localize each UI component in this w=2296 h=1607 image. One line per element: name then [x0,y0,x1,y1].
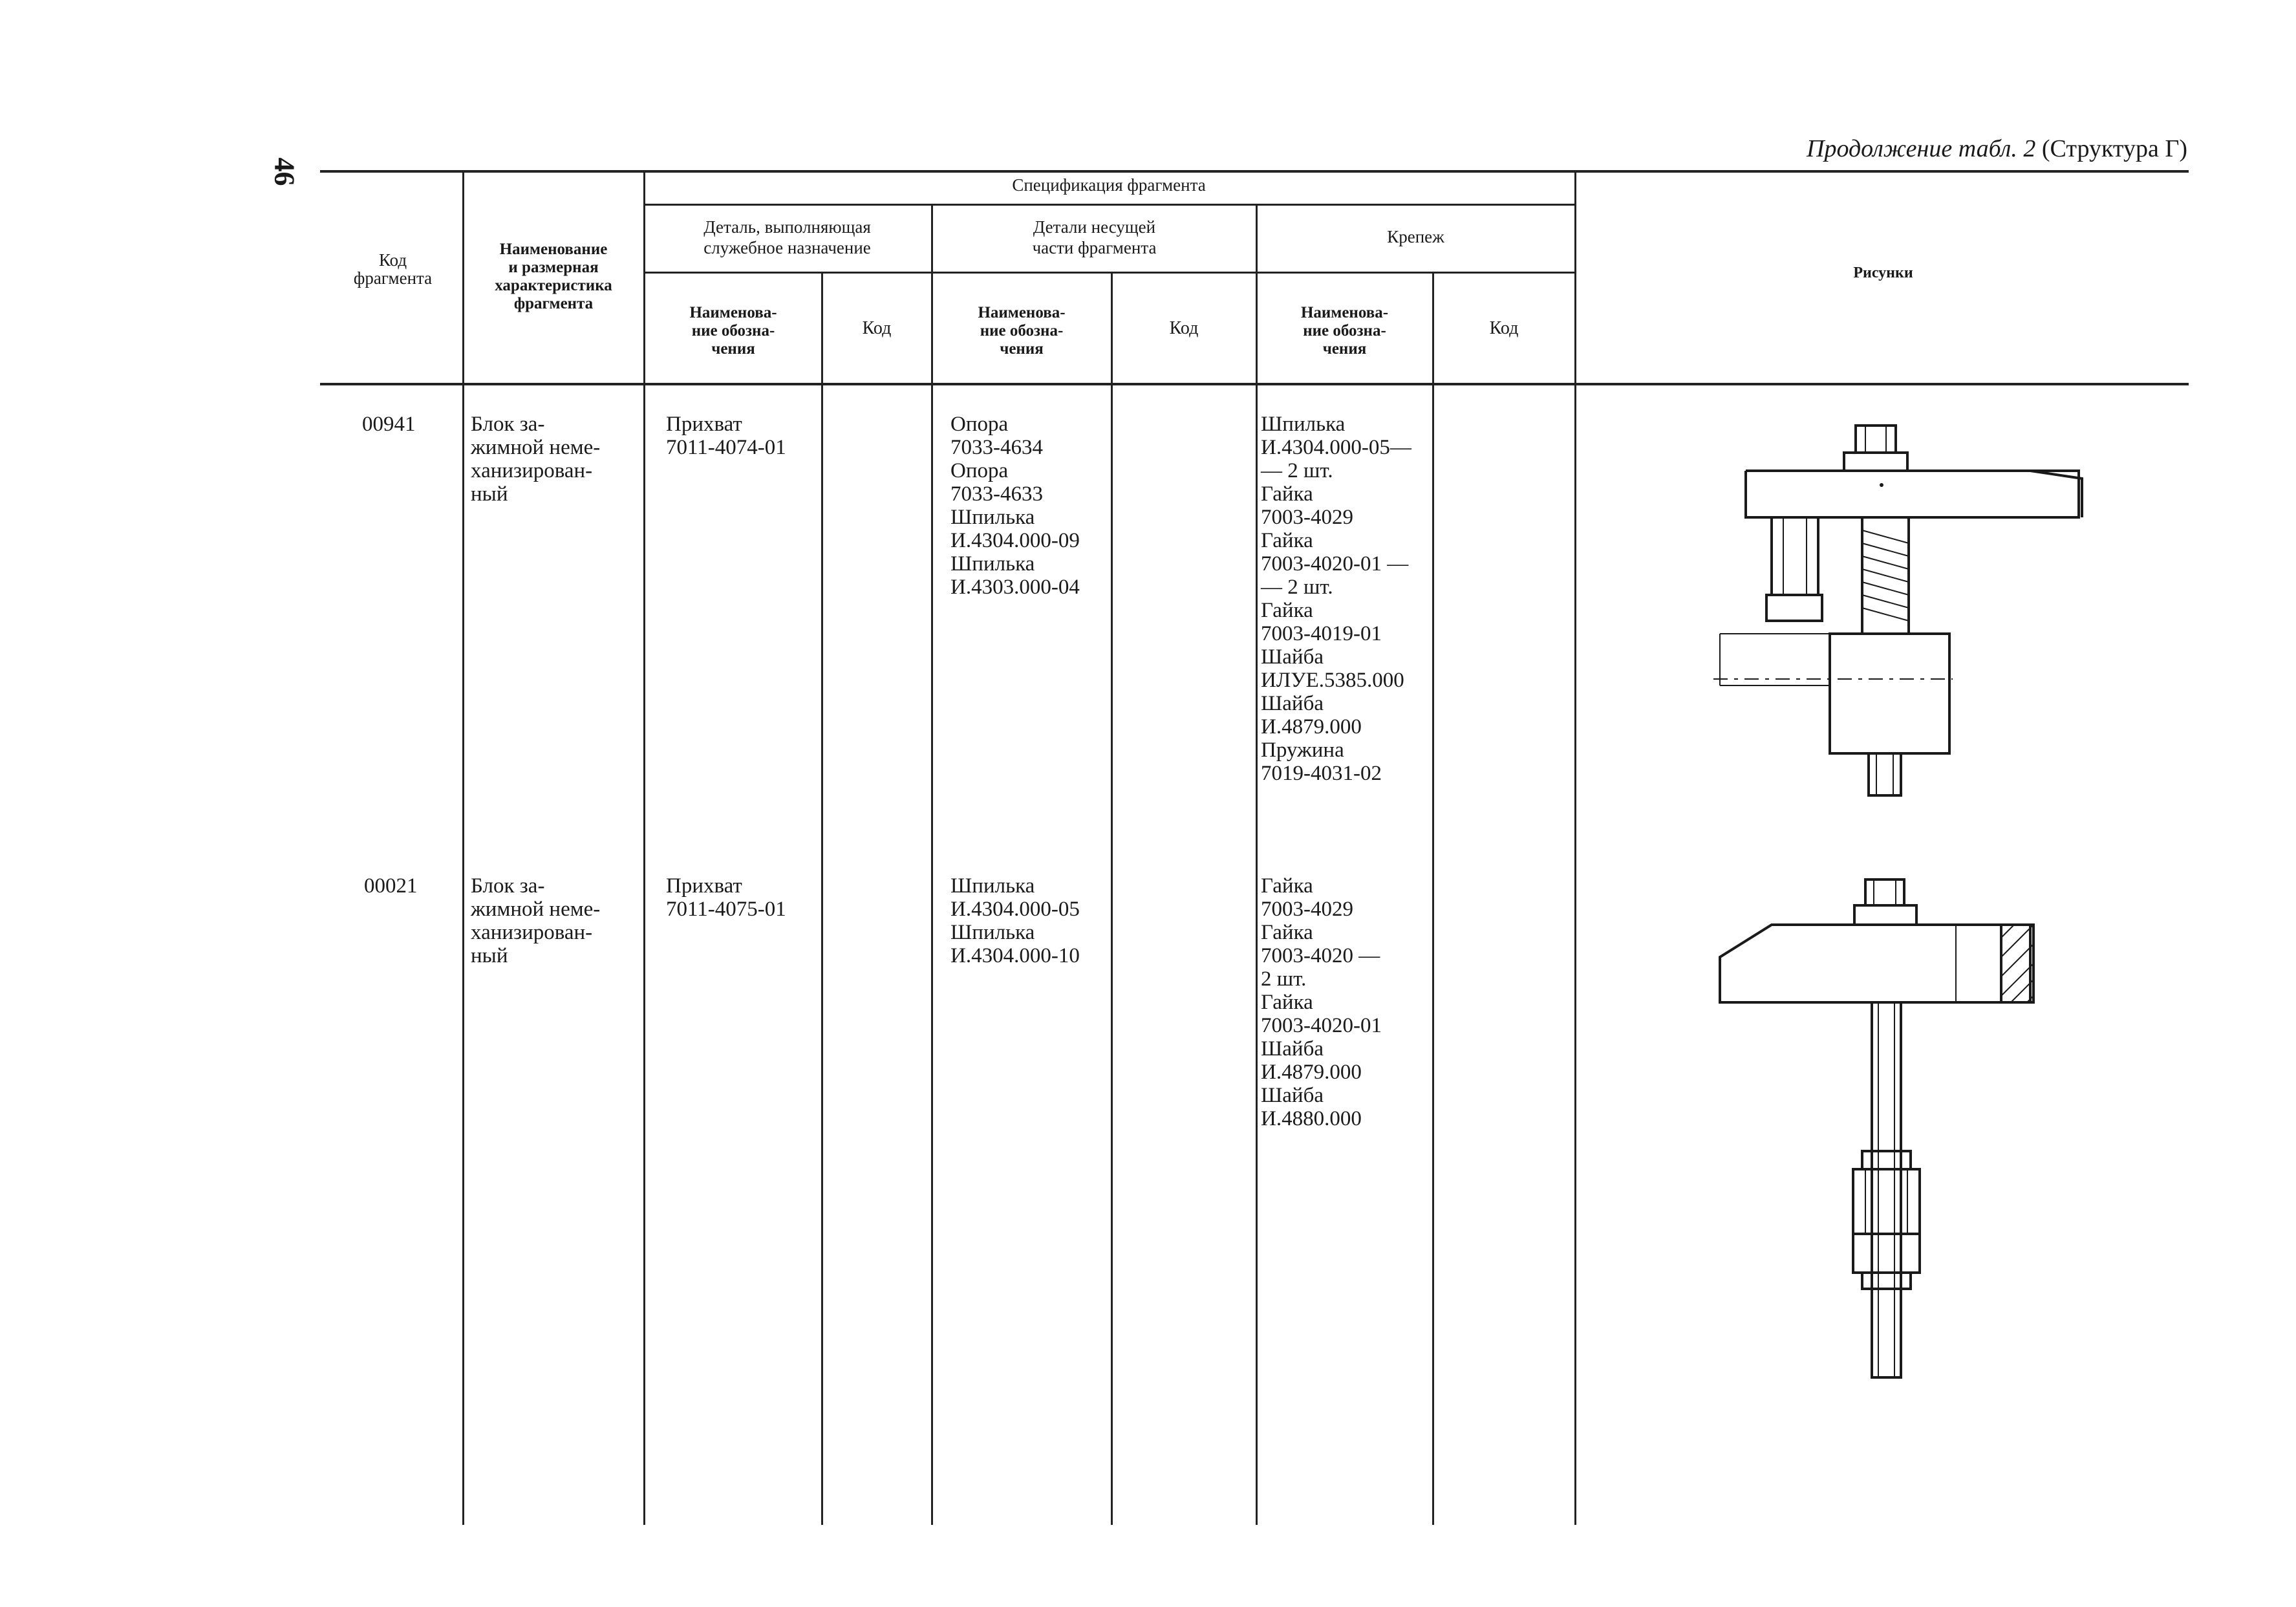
subheader-service-name: Наименова- ние обозна- чения [689,304,777,358]
clamp-drawing-1 [1707,414,2095,808]
table-top-rule [320,170,2189,173]
header-bottom-rule [320,383,2189,385]
row-code: 00021 [364,874,418,898]
row-name: Блок за- жимной неме- ханизирован- ный [471,413,601,506]
column-line-2 [643,170,645,1525]
page-number: 46 [268,157,301,186]
continuation-table-ref: Продолжение табл. 2 [1807,135,2036,162]
header-service-part: Деталь, выполняющая служебное назначение [703,217,871,257]
row-carrier-parts: Опора 7033-4634 Опора 7033-4633 Шпилька И.4304.000-09 Шпилька И.4303.000-04 [950,413,1080,599]
row-carrier-parts: Шпилька И.4304.000-05 Шпилька И.4304.000-10 [950,874,1080,967]
row-code: 00941 [362,413,416,436]
subheader-carrier-name: Наименова- ние обозна- чения [978,304,1066,358]
row-service-part: Прихват 7011-4074-01 [666,413,786,459]
row-fasteners: Шпилька И.4304.000-05— — 2 шт. Гайка 7003-4029 Гайка 7003-4020-01 — — 2 шт. Гайка 7003-4019-01 Шайба ИЛУЕ.5385.000 Шайба И.4879.000 Пружина 7019-4031-02 [1261,413,1411,785]
row-service-part: Прихват 7011-4075-01 [666,874,786,921]
subheader-carrier-code: Код [1169,318,1199,338]
clamp-drawing-2 [1707,873,2095,1397]
header-spec: Спецификация фрагмента [1012,175,1206,195]
column-line-5 [1111,272,1113,1525]
subheader-service-code: Код [862,318,892,338]
subheader-divider-rule [643,272,1574,274]
header-fasteners: Крепеж [1387,227,1444,246]
header-drawings: Рисунки [1853,264,1913,281]
continuation-structure: (Структура Г) [2041,135,2187,162]
column-line-6 [1256,204,1258,1525]
subheader-fastener-code: Код [1489,318,1519,338]
row-fasteners: Гайка 7003-4029 Гайка 7003-4020 — 2 шт. Гайка 7003-4020-01 Шайба И.4879.000 Шайба И.4880.000 [1261,874,1382,1130]
subheader-fastener-name: Наименова- ние обозна- чения [1300,304,1389,358]
spec-divider-rule [643,204,1574,206]
column-line-8 [1574,170,1576,1525]
column-line-1 [462,170,464,1525]
column-line-4 [931,204,933,1525]
header-carrier-parts: Детали несущей части фрагмента [1032,217,1157,257]
header-name: Наименование и размерная характеристика фрагмента [495,241,612,312]
column-line-3 [821,272,823,1525]
continuation-caption [1807,135,2187,163]
row-name: Блок за- жимной неме- ханизирован- ный [471,874,601,967]
header-code: Код фрагмента [353,250,433,288]
column-line-7 [1432,272,1434,1525]
